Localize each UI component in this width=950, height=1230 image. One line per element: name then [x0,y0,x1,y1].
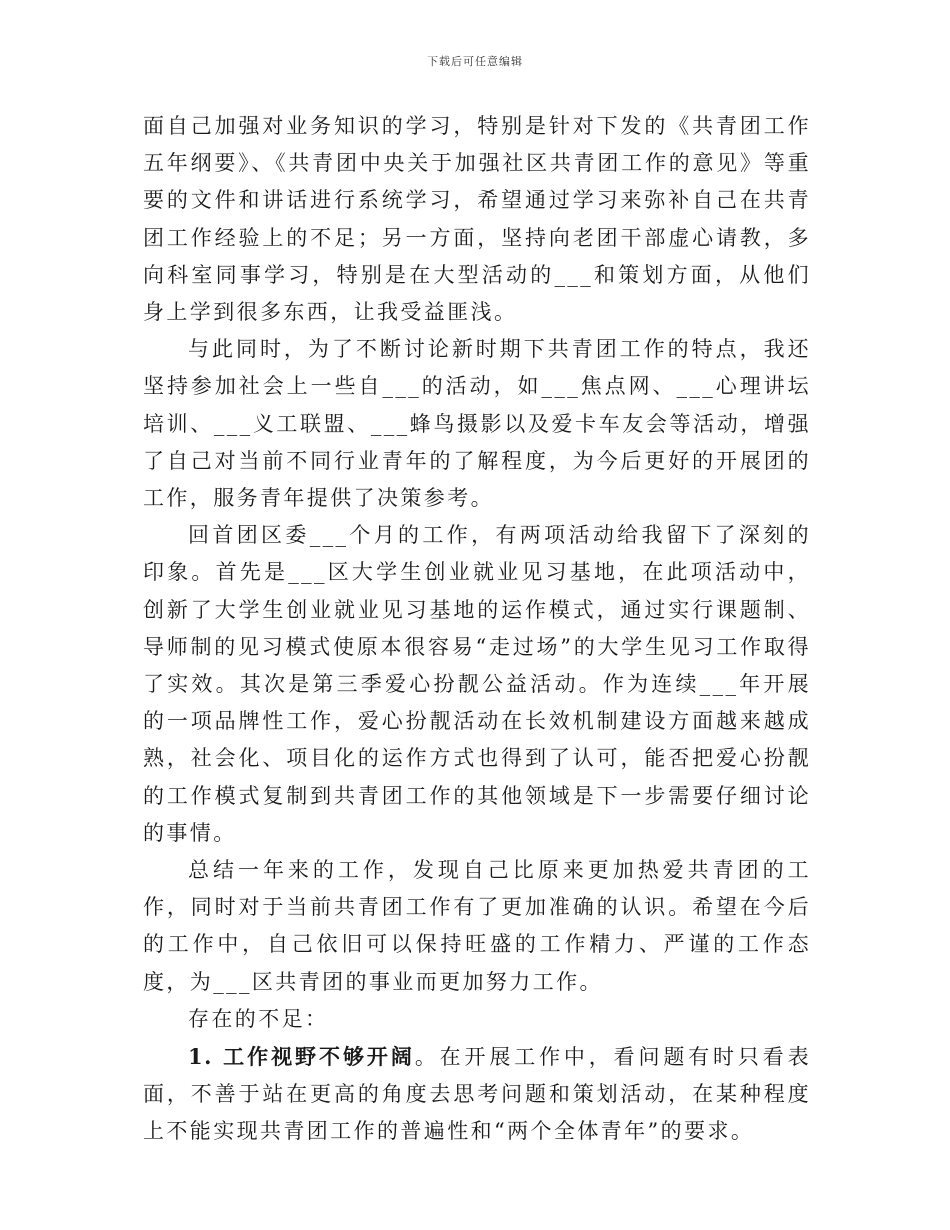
document-body [143,108,811,1151]
page-header: 下载后可任意编辑 [427,55,523,68]
paragraph-social-activities: 与此同时，为了不断讨论新时期下共青团工作的特点，我还坚持参加社会上一些自___的活动，如___焦点网、___心理讲坛培训、___义工联盟、___蜂鸟摄影以及爱卡车友会等活动，增强了自己对当前不同行业青年的了解程度，为今后更好的开展团的工作，服务青年提供了决策参考。 [143,337,811,511]
paragraph-review: 回首团区委___个月的工作，有两项活动给我留下了深刻的印象。首先是___区大学生创业就业见习基地，在此项活动中，创新了大学生创业就业见习基地的运作模式，通过实行课题制、导师制的见习模式使原本很容易“走过场”的大学生见习工作取得了实效。其次是第三季爱心扮靓公益活动。作为连续___年开展的一项品牌性工作，爱心扮靓活动在长效机制建设方面越来越成熟，社会化、项目化的运作方式也得到了认可，能否把爱心扮靓的工作模式复制到共青团工作的其他领域是下一步需要仔细讨论的事情。 [143,523,811,845]
paragraph-study: 面自己加强对业务知识的学习，特别是针对下发的《共青团工作五年纲要》、《共青团中央关于加强社区共青团工作的意见》等重要的文件和讲话进行系统学习，希望通过学习来弥补自己在共青团工作经验上的不足；另一方面，坚持向老团干部虚心请教，多向科室同事学习，特别是在大型活动的___和策划方面，从他们身上学到很多东西，让我受益匪浅。 [143,114,811,325]
paragraph-summary: 总结一年来的工作，发现自己比原来更加热爱共青团的工作，同时对于当前共青团工作有了更加准确的认识。希望在今后的工作中，自己依旧可以保持旺盛的工作精力、严谨的工作态度，为___区共青团的事业而更加努力工作。 [143,858,811,994]
shortcoming-1-title: 1. 工作视野不够开阔 [188,1044,415,1070]
shortcoming-1-text: 。在开展工作中，看问题有时只看表面，不善于站在更高的角度去思考问题和策划活动，在某种程度上不能实现共青团工作的普遍性和“两个全体青年”的要求。 [143,1045,811,1144]
paragraph-shortcoming-1 [143,1038,811,1151]
paragraph-shortcomings-heading: 存在的不足： [188,1006,329,1031]
